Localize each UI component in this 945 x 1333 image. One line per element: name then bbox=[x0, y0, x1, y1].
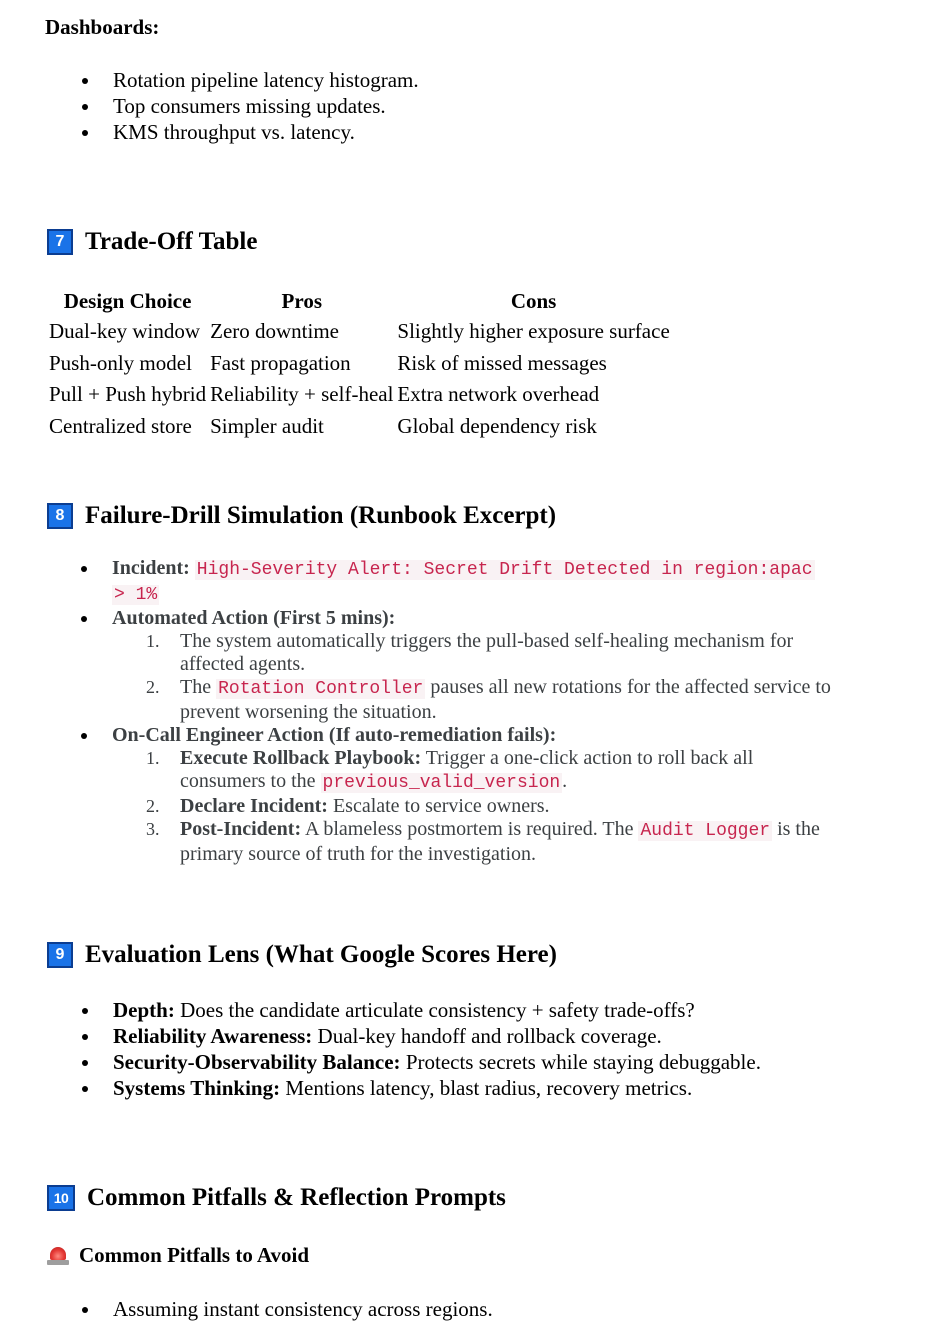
bullet-icon bbox=[81, 733, 87, 739]
table-cell: Simpler audit bbox=[210, 413, 324, 438]
section-title: Failure-Drill Simulation (Runbook Excerpt) bbox=[85, 502, 557, 529]
bullet-icon bbox=[81, 616, 87, 622]
incident-alert-code-cont: > 1% bbox=[114, 585, 158, 605]
number-9-badge-icon: 9 bbox=[47, 942, 73, 968]
bullet-icon bbox=[82, 1008, 88, 1014]
table-row bbox=[47, 316, 672, 348]
automated-action-label: Automated Action (First 5 mins): bbox=[112, 607, 396, 629]
previous-valid-version-code: previous_valid_version bbox=[322, 773, 561, 793]
section-title: Evaluation Lens (What Google Scores Here) bbox=[85, 941, 557, 968]
list-item: Assuming instant consistency across regions. bbox=[113, 1296, 493, 1322]
incident-alert-code: High-Severity Alert: Secret Drift Detected in region:apac bbox=[196, 560, 813, 580]
column-header: Pros bbox=[281, 288, 322, 313]
table-cell: Extra network overhead bbox=[397, 382, 600, 407]
pitfalls-list bbox=[113, 1296, 493, 1322]
list-item: Rotation pipeline latency histogram. bbox=[113, 67, 419, 93]
list-item: 2. Declare Incident: Escalate to service owners. bbox=[146, 795, 550, 817]
audit-logger-code: Audit Logger bbox=[640, 821, 771, 841]
number-10-badge-icon: 10 bbox=[47, 1185, 75, 1211]
bullet-icon bbox=[82, 78, 88, 84]
section-title: Common Pitfalls & Reflection Prompts bbox=[87, 1184, 506, 1211]
bullet-icon bbox=[82, 104, 88, 110]
table-cell: Pull + Push hybrid bbox=[49, 382, 207, 407]
bullet-icon bbox=[82, 130, 88, 136]
bullet-icon bbox=[82, 1307, 88, 1313]
list-item: Security-Observability Balance: Protects secrets while staying debuggable. bbox=[113, 1049, 761, 1075]
table-cell: Zero downtime bbox=[210, 319, 340, 344]
incident-item bbox=[112, 557, 912, 607]
list-item: 1. The system automatically triggers the pull-based self-healing mechanism for affected agents. bbox=[146, 630, 794, 675]
dashboards-list bbox=[113, 67, 419, 145]
bullet-icon bbox=[82, 1060, 88, 1066]
section-9-heading bbox=[47, 941, 557, 969]
list-item: 3. Post-Incident: A blameless postmortem is required. The Audit Logger is the primary source of truth for the investigation. bbox=[146, 818, 820, 865]
column-header: Cons bbox=[510, 288, 557, 313]
list-item: Reliability Awareness: Dual-key handoff and rollback coverage. bbox=[113, 1023, 761, 1049]
table-cell: Reliability + self-heal bbox=[210, 382, 394, 407]
list-item: Top consumers missing updates. bbox=[113, 93, 419, 119]
list-item: Depth: Does the candidate articulate consistency + safety trade-offs? bbox=[113, 997, 761, 1023]
incident-label: Incident: bbox=[112, 557, 190, 579]
list-item: KMS throughput vs. latency. bbox=[113, 119, 419, 145]
bullet-icon bbox=[82, 1034, 88, 1040]
number-7-badge-icon: 7 bbox=[47, 229, 73, 255]
tradeoff-table bbox=[47, 286, 672, 442]
dashboards-label: Dashboards: bbox=[45, 15, 160, 39]
section-7-heading bbox=[47, 228, 257, 256]
list-item: Systems Thinking: Mentions latency, blast radius, recovery metrics. bbox=[113, 1075, 761, 1101]
table-cell: Fast propagation bbox=[210, 350, 351, 375]
section-10-heading bbox=[47, 1184, 506, 1212]
table-header-row bbox=[47, 286, 672, 316]
oncall-steps bbox=[146, 747, 912, 866]
table-cell: Dual-key window bbox=[49, 319, 201, 344]
section-8-heading bbox=[47, 502, 556, 530]
automated-steps bbox=[146, 630, 912, 724]
list-item: 1. Execute Rollback Playbook: Trigger a one-click action to roll back all consumers to the previous_valid_version . bbox=[146, 747, 754, 793]
table-row bbox=[47, 348, 672, 380]
siren-icon bbox=[47, 1247, 69, 1265]
section-title: Trade-Off Table bbox=[85, 228, 258, 255]
table-cell: Centralized store bbox=[49, 413, 192, 438]
table-row bbox=[47, 411, 672, 443]
list-item: 2. The Rotation Controller pauses all new rotations for the affected service to prevent worsening the situation. bbox=[146, 676, 831, 723]
automated-action-item bbox=[112, 607, 912, 724]
table-cell: Push-only model bbox=[49, 350, 192, 375]
bullet-icon bbox=[82, 1086, 88, 1092]
oncall-action-label: On-Call Engineer Action (If auto-remediation fails): bbox=[112, 724, 557, 746]
table-cell: Global dependency risk bbox=[397, 413, 597, 438]
table-cell: Risk of missed messages bbox=[397, 350, 607, 375]
rotation-controller-code: Rotation Controller bbox=[218, 679, 424, 699]
runbook-list bbox=[112, 557, 912, 866]
number-8-badge-icon: 8 bbox=[47, 503, 73, 529]
column-header: Design Choice bbox=[63, 288, 192, 313]
table-cell: Slightly higher exposure surface bbox=[397, 319, 670, 344]
evaluation-list bbox=[113, 997, 761, 1101]
table-row bbox=[47, 379, 672, 411]
bullet-icon bbox=[81, 566, 87, 572]
subsection-title: Common Pitfalls to Avoid bbox=[79, 1243, 310, 1267]
pitfalls-subheading bbox=[47, 1243, 309, 1268]
oncall-action-item bbox=[112, 724, 912, 866]
